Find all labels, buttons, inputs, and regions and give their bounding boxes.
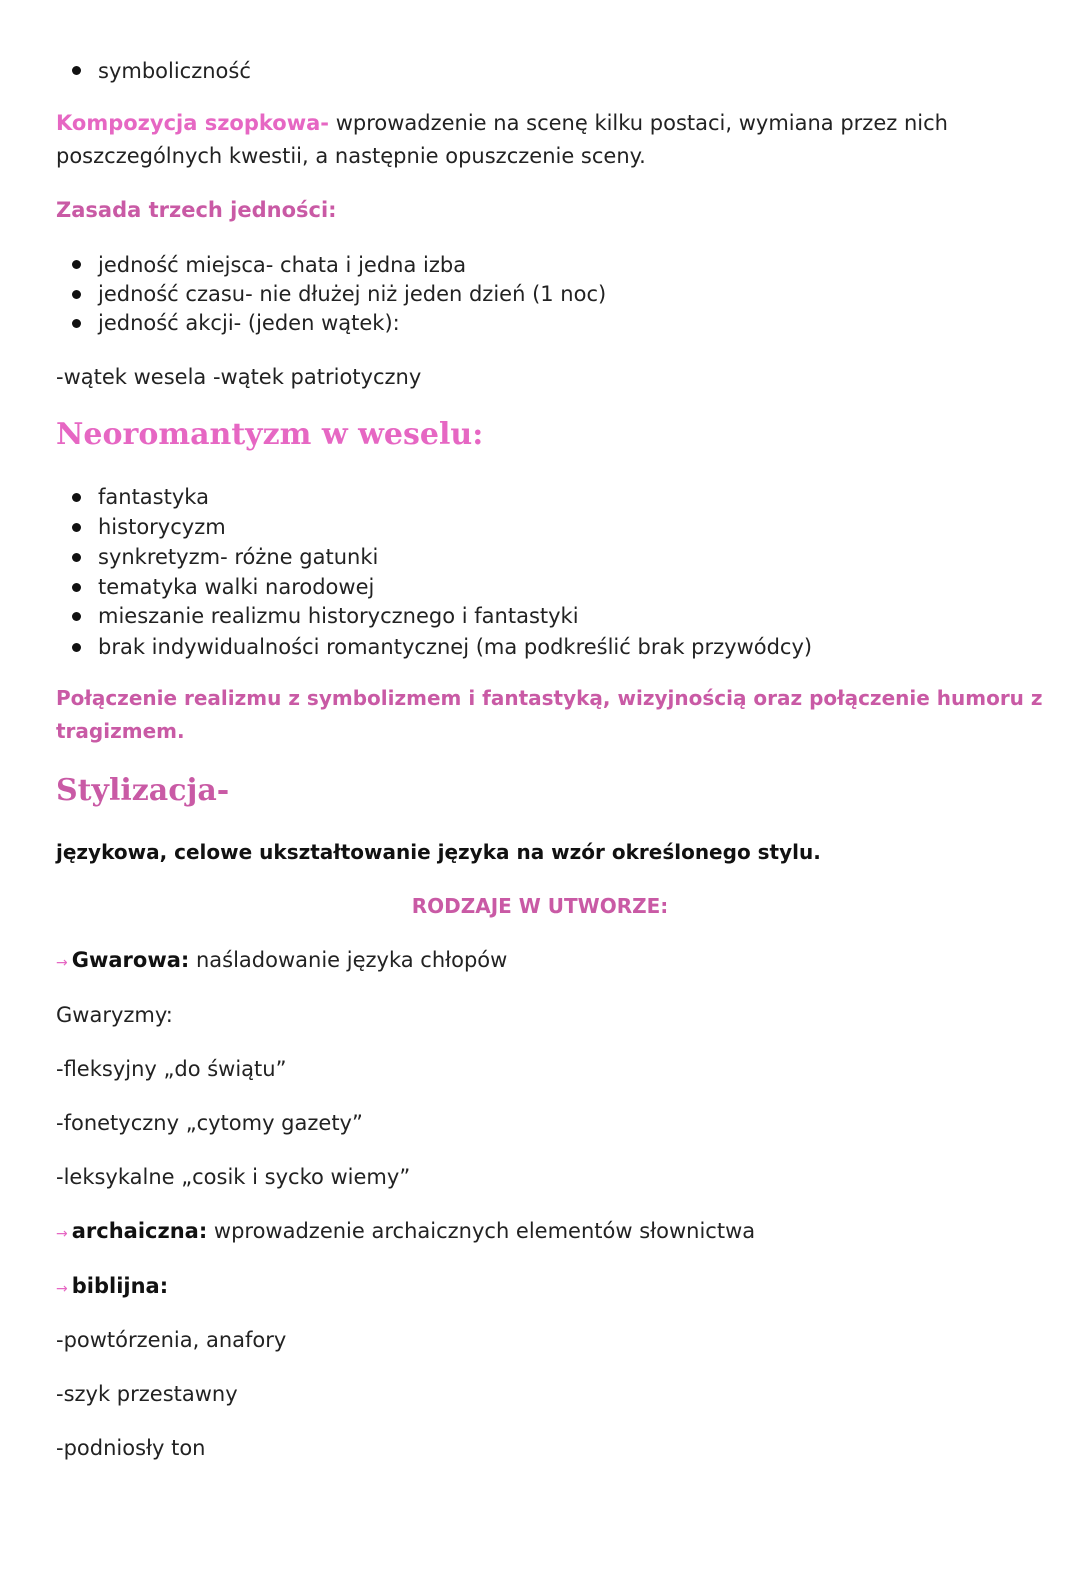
zasada-item-3: jedność akcji- (jeden wątek): — [98, 311, 400, 335]
arrow-right-icon: → — [56, 1281, 68, 1297]
szopka-text-2: poszczególnych kwestii, a następnie opuszczenie sceny. — [56, 144, 646, 168]
biblijna-item-1: -powtórzenia, anafory — [56, 1328, 287, 1352]
styl-definition: językowa, celowe ukształtowanie języka na wzór określonego stylu. — [56, 840, 821, 864]
bullet-dot — [72, 553, 81, 562]
zasada-title: Zasada trzech jedności: — [56, 198, 337, 222]
gwarowa-line — [56, 945, 507, 978]
neo-item-2: historycyzm — [98, 515, 226, 539]
bullet-dot — [72, 260, 81, 269]
bullet-dot — [72, 290, 81, 299]
bullet-dot — [72, 643, 81, 652]
neo-item-3: synkretyzm- różne gatunki — [98, 545, 379, 569]
gwaryzmy-label: Gwaryzmy: — [56, 1003, 173, 1027]
neo-summary-1: Połączenie realizmu z symbolizmem i fantastyką, wizyjnością oraz połączenie humoru z — [56, 686, 1043, 710]
bullet-dot — [72, 612, 81, 621]
zasada-item-1: jedność miejsca- chata i jedna izba — [98, 253, 467, 277]
arrow-right-icon: → — [56, 955, 68, 971]
bullet-dot — [72, 493, 81, 502]
watki-line: -wątek wesela -wątek patriotyczny — [56, 365, 422, 389]
archaiczna-text: wprowadzenie archaicznych elementów słownictwa — [207, 1219, 756, 1243]
leksykalne-line: -leksykalne „cosik i sycko wiemy” — [56, 1165, 411, 1189]
fonetyczny-line: -fonetyczny „cytomy gazety” — [56, 1111, 363, 1135]
styl-title: Stylizacja- — [56, 773, 230, 808]
neo-item-1: fantastyka — [98, 485, 209, 509]
rodzaje-heading: RODZAJE W UTWORZE: — [411, 894, 669, 918]
archaiczna-label: archaiczna: — [71, 1219, 208, 1243]
neo-item-4: tematyka walki narodowej — [98, 575, 375, 599]
biblijna-label: biblijna: — [71, 1274, 169, 1298]
szopka-text-1: wprowadzenie na scenę kilku postaci, wymiana przez nich — [329, 111, 948, 135]
biblijna-item-2: -szyk przestawny — [56, 1382, 238, 1406]
neo-title: Neoromantyzm w weselu: — [56, 417, 484, 452]
archaiczna-line — [56, 1216, 755, 1249]
bullet-dot — [72, 66, 81, 75]
zasada-item-2: jedność czasu- nie dłużej niż jeden dzień (1 noc) — [98, 282, 607, 306]
neo-summary-2: tragizmem. — [56, 719, 185, 743]
bullet-dot — [72, 319, 81, 328]
fleksyjny-line: -fleksyjny „do świątu” — [56, 1057, 287, 1081]
bullet-dot — [72, 523, 81, 532]
biblijna-item-3: -podniosły ton — [56, 1436, 206, 1460]
neo-item-5: mieszanie realizmu historycznego i fantastyki — [98, 604, 579, 628]
szopka-term: Kompozycja szopkowa- — [56, 111, 330, 135]
bullet-symbolicznosc: symboliczność — [98, 59, 251, 83]
arrow-right-icon: → — [56, 1226, 68, 1242]
bullet-dot — [72, 583, 81, 592]
gwarowa-label: Gwarowa: — [71, 948, 190, 972]
neo-item-6: brak indywidualności romantycznej (ma podkreślić brak przywódcy) — [98, 635, 813, 659]
szopka-paragraph — [56, 108, 948, 138]
gwarowa-text: naśladowanie języka chłopów — [189, 948, 508, 972]
biblijna-line — [56, 1271, 168, 1304]
